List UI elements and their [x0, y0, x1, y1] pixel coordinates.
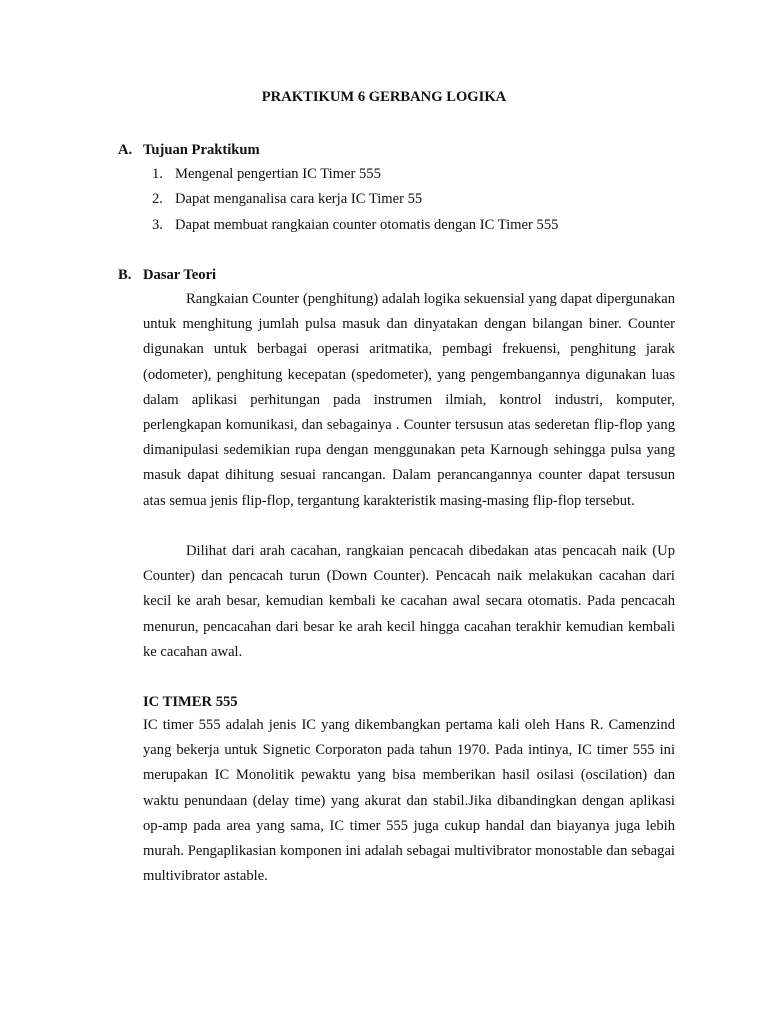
theory-paragraph-2: Dilihat dari arah cacahan, rangkaian pencacah dibedakan atas pencacah naik (Up Counter) dan pencacah turun (Down Counter). Pencacah naik melakukan cacahan dari kecil ke arah besar, kemudian kembali ke cacahan awal secara otomatis. Pada pencacah menurun, pencacahan dari besar ke arah kecil hingga cacahan terakhir kemudian kembali ke cacahan awal.	[143, 543, 675, 660]
section-a-letter: A.	[118, 142, 133, 158]
list-item	[152, 190, 558, 215]
objectives-list	[152, 165, 558, 241]
section-a-title: Tujuan Praktikum	[143, 142, 260, 158]
list-item-number: 1.	[152, 166, 163, 182]
list-item	[152, 216, 558, 241]
document-title: PRAKTIKUM 6 GERBANG LOGIKA	[261, 89, 507, 105]
list-item-number: 3.	[152, 216, 163, 233]
section-b-letter: B.	[118, 267, 132, 283]
ic-timer-heading: IC TIMER 555	[143, 694, 238, 710]
list-item	[152, 165, 558, 190]
section-b-title: Dasar Teori	[143, 267, 217, 283]
list-item-text: Dapat membuat rangkaian counter otomatis dengan IC Timer 555	[175, 216, 559, 233]
ic-timer-paragraph: IC timer 555 adalah jenis IC yang dikembangkan pertama kali oleh Hans R. Camenzind yang bekerja untuk Signetic Corporaton pada tahun 1970. Pada intinya, IC timer 555 ini merupakan IC Monolitik pewaktu yang bisa memberikan hasil osilasi (oscilation) dan waktu penundaan (delay time) yang akurat dan stabil.Jika dibandingkan dengan aplikasi op-amp pada area yang sama, IC timer 555 juga cukup handal dan biayanya juga lebih murah. Pengaplikasian komponen ini adalah sebagai multivibrator monostable dan sebagai multivibrator astable.	[143, 717, 675, 885]
list-item-text: Dapat menganalisa cara kerja IC Timer 55	[175, 191, 423, 208]
theory-paragraph-1: Rangkaian Counter (penghitung) adalah logika sekuensial yang dapat dipergunakan untuk menghitung jumlah pulsa masuk dan dinyatakan dengan bilangan biner. Counter digunakan untuk berbagai operasi aritmatika, pembagi frekuensi, penghitung jarak (odometer), penghitung kecepatan (spedometer), yang pengembangannya digunakan luas dalam aplikasi perhitungan pada instrumen ilmiah, kontrol industri, komputer, perlengkapan komunikasi, dan sebagainya . Counter tersusun atas sederetan flip-flop yang dimanipulasi sedemikian rupa dengan menggunakan peta Karnough sehingga pulsa yang masuk dapat dihitung sesuai rancangan. Dalam perancangannya counter dapat tersusun atas semua jenis flip-flop, tergantung karakteristik masing-masing flip-flop tersebut.	[143, 291, 675, 509]
list-item-text: Mengenal pengertian IC Timer 555	[175, 166, 381, 182]
list-item-number: 2.	[152, 191, 163, 208]
